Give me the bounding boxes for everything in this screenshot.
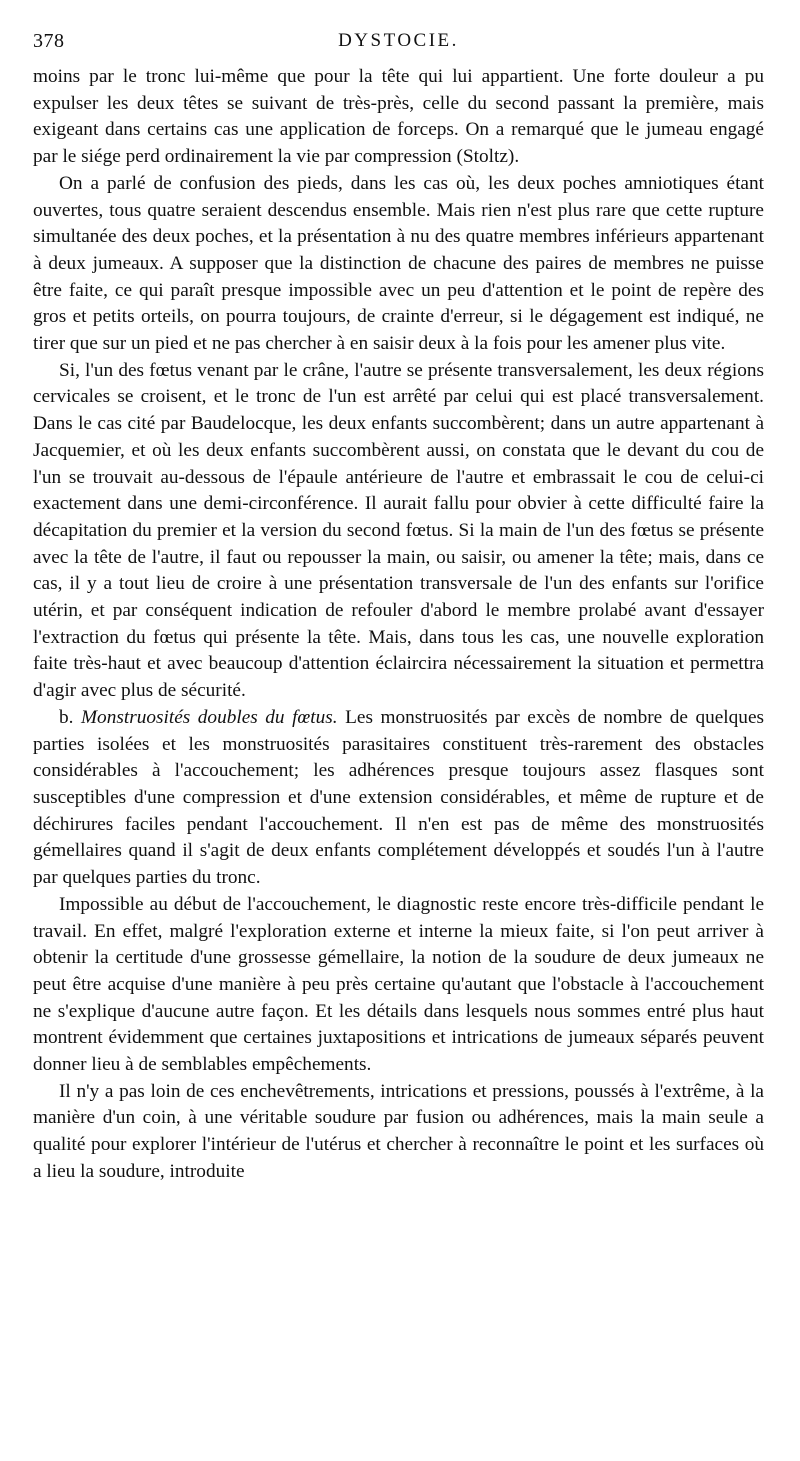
book-page <box>33 24 764 1186</box>
section-letter: b. <box>59 706 74 728</box>
section-title: Monstruosités doubles du fœtus. <box>81 706 338 728</box>
running-title: DYSTOCIE. <box>338 30 459 51</box>
section-text: Les monstruosités par excès de nombre de quelques parties isolées et les monstruosités parasitaires constituent très-rarement des obstacles considérables à l'accouchement; les adhérences presque toujours assez flasques sont susceptibles d'une compression et d'une extension considérables, et même de rupture et de déchirures faciles pendant l'accouchement. Il n'en est pas de même des monstruosités gémellaires quand il s'agit de deux enfants complétement développés et soudés l'un à l'autre par quelques parties du tronc. <box>33 706 765 889</box>
paragraph: On a parlé de confusion des pieds, dans les cas où, les deux poches amniotiques étant ouvertes, tous quatre seraient descendus ensemble. Mais rien n'est plus rare que cette rupture simultanée des deux poches, et la présentation à nu des quatre membres inférieurs appartenant à deux jumeaux. A supposer que la distinction de chacune des paires de membres ne puisse être faite, ce qui paraît presque impossible avec un peu d'attention et le point de repère des gros et petits orteils, on pourra toujours, de crainte d'erreur, si le dégagement est indiqué, ne tirer que sur un pied et ne pas chercher à en saisir deux à la fois pour les amener plus vite. <box>33 172 764 355</box>
paragraph-continued: moins par le tronc lui-même que pour la tête qui lui appartient. Une forte douleur a pu expulser les deux têtes se suivant de très-près, celle du second passant la première, mais exigeant dans certains cas une application de forceps. On a remarqué que le jumeau engagé par le siége perd ordinairement la vie par compression (Stoltz). <box>33 66 764 168</box>
page-header <box>33 24 764 64</box>
paragraph: Si, l'un des fœtus venant par le crâne, l'autre se présente transversalement, les deux régions cervicales se croisent, et le tronc de l'un est arrêté par celui qui est placé transversalement. Dans le cas cité par Baudelocque, les deux enfants succombèrent; dans un autre appartenant à Jacquemier, et où les deux enfants succombèrent aussi, on constata que le devant du cou de l'un se trouvait au-dessous de l'épaule antérieure de l'autre et embrassait le cou de celui-ci exactement dans une demi-circonférence. Il aurait fallu pour obvier à cette difficulté faire la décapitation du premier et la version du second fœtus. Si la main de l'un des fœtus se présente avec la tête de l'autre, il faut ou repousser la main, ou saisir, ou amener la tête; mais, dans ce cas, il y a tout lieu de croire à une présentation transversale de l'un des enfants sur l'orifice utérin, et par conséquent indication de refouler d'abord le membre prolabé avant d'essayer l'extraction du fœtus qui présente la tête. Mais, dans tous les cas, une nouvelle exploration faite très-haut et avec beaucoup d'attention éclaircira nécessairement la situation et permettra d'agir avec plus de sécurité. <box>33 359 764 702</box>
page-number: 378 <box>33 30 65 52</box>
paragraph-section-b <box>33 705 764 892</box>
paragraph: Impossible au début de l'accouchement, le diagnostic reste encore très-difficile pendant le travail. En effet, malgré l'exploration externe et interne la mieux faite, si l'on peut arriver à obtenir la certitude d'une grossesse gémellaire, la notion de la soudure de deux jumeaux ne peut être acquise d'une manière à peu près certaine qu'autant que l'obstacle à l'accouchement ne s'explique d'aucune autre façon. Et les détails dans lesquels nous sommes entré plus haut montrent évidemment que certaines juxtapositions et intrications de jumeaux séparés peuvent donner lieu à de semblables empêchements. <box>33 893 764 1076</box>
paragraph: Il n'y a pas loin de ces enchevêtrements, intrications et pressions, poussés à l'extrême, à la manière d'un coin, à une véritable soudure par fusion ou adhérences, mais la main seule a qualité pour explorer l'intérieur de l'utérus et chercher à reconnaître le point et les surfaces où a lieu la soudure, introduite <box>33 1080 764 1182</box>
body-text <box>33 64 764 1186</box>
